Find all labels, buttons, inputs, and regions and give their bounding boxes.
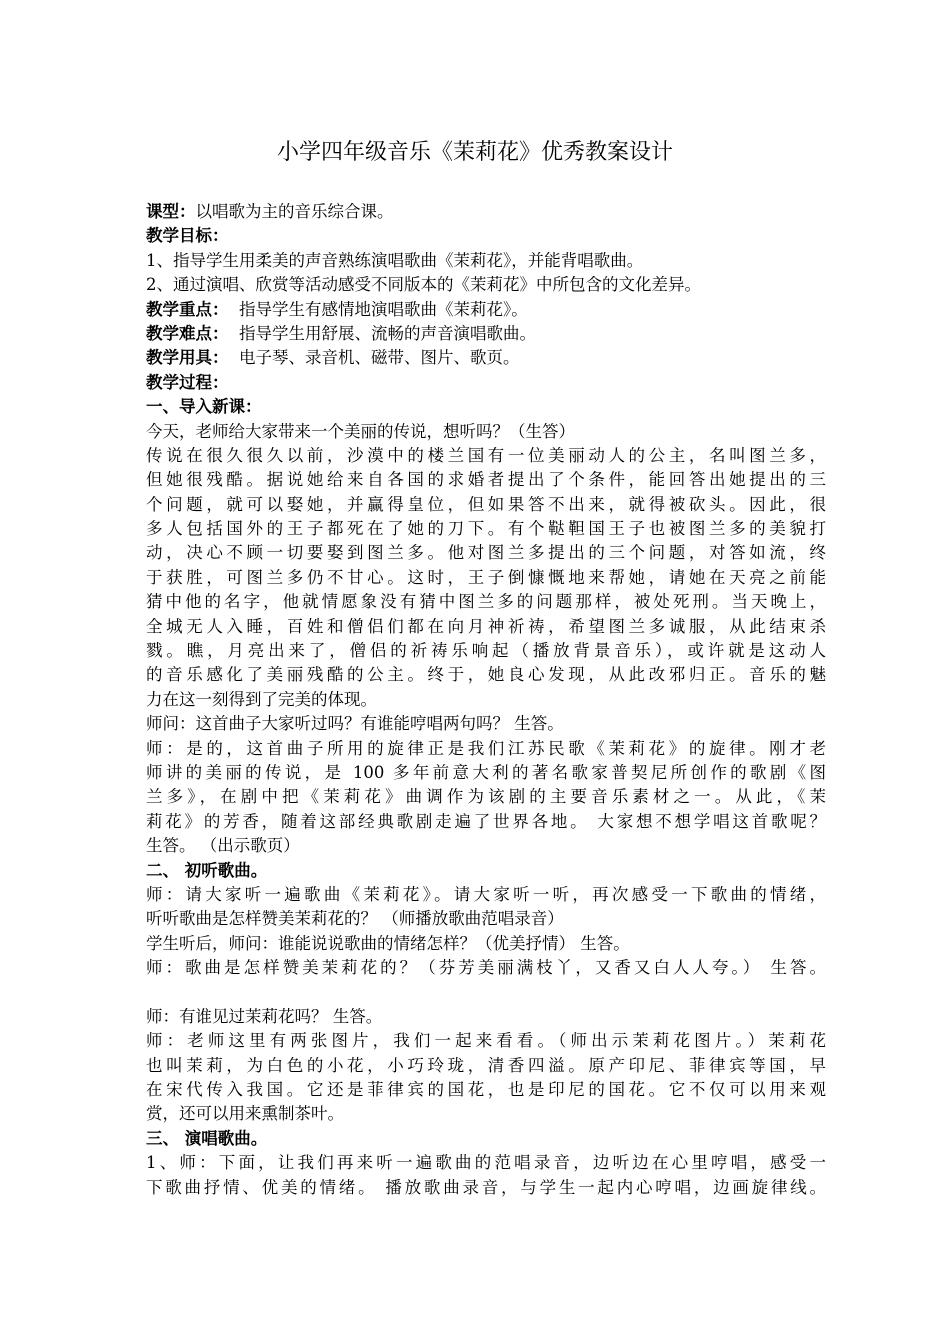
paragraph-line: 猜中他的名字，他就情愿象没有猜中图兰多的问题那样，被处死刑。当天晚上， bbox=[146, 592, 826, 612]
paragraph-line: 全城无人入睡，百姓和僧侣们都在向月神祈祷，希望图兰多诚服，从此结束杀 bbox=[146, 616, 826, 636]
paragraph-line: 戮。瞧，月亮出来了，僧侣的祈祷乐响起（播放背景音乐），或许就是这动人 bbox=[146, 641, 826, 661]
section1-body bbox=[146, 420, 826, 859]
lesson-type-label: 课型： bbox=[146, 202, 196, 221]
difficulty-label: 教学难点： bbox=[146, 323, 229, 343]
key-point-label: 教学重点： bbox=[146, 299, 229, 319]
tools-row bbox=[146, 346, 826, 370]
objective-item: 1、指导学生用柔美的声音熟练演唱歌曲《茉莉花》，并能背唱歌曲。 bbox=[146, 250, 644, 270]
key-point-text: 指导学生有感情地演唱歌曲《茉莉花》。 bbox=[239, 299, 528, 319]
paragraph-line: 多人包括国外的王子都死在了她的刀下。有个鞑靼国王子也被图兰多的美貌打 bbox=[146, 519, 826, 539]
paragraph-line: 的音乐感化了美丽残酷的公主。终于，她良心发现，从此改邪归正。音乐的魅 bbox=[146, 665, 826, 685]
paragraph-line: 师问：这首曲子大家听过吗？有谁能哼唱两句吗？ 生答。 bbox=[146, 714, 564, 734]
paragraph-line: 动，决心不顾一切要娶到图兰多。他对图兰多提出的三个问题，对答如流，终 bbox=[146, 543, 826, 563]
blank-line bbox=[146, 981, 826, 1005]
document-body bbox=[146, 200, 826, 1200]
paragraph-line: 也叫茉莉，为白色的小花，小巧玲珑，清香四溢。原产印尼、菲律宾等国，早 bbox=[146, 1055, 826, 1075]
section-heading: 一、导入新课： bbox=[146, 397, 262, 417]
paragraph-line: 学生听后，师问：谁能说说歌曲的情绪怎样？（优美抒情） 生答。 bbox=[146, 933, 630, 953]
paragraph-line: 师讲的美丽的传说，是 100 多年前意大利的著名歌家普契尼所创作的歌剧《图 bbox=[146, 762, 826, 782]
paragraph-line: 兰多》，在剧中把《茉莉花》曲调作为该剧的主要音乐素材之一。从此，《茉 bbox=[146, 787, 826, 807]
paragraph-line: 师：是的，这首曲子所用的旋律正是我们江苏民歌《茉莉花》的旋律。刚才老 bbox=[146, 738, 826, 758]
section2-body bbox=[146, 883, 826, 1127]
paragraph-line: 师：歌曲是怎样赞美茉莉花的？（芬芳美丽满枝丫，又香又白人人夸。） 生答。 bbox=[146, 958, 826, 978]
paragraph-line: 下歌曲抒情、优美的情绪。 播放歌曲录音，与学生一起内心哼唱，边画旋律线。 bbox=[146, 1177, 826, 1197]
paragraph-line: 于获胜，可图兰多仍不甘心。这时，王子倒慷慨地来帮她，请她在天亮之前能 bbox=[146, 567, 826, 587]
key-point-row bbox=[146, 298, 826, 322]
section-heading: 二、 初听歌曲。 bbox=[146, 860, 268, 880]
paragraph-line: 师：请大家听一遍歌曲《茉莉花》。请大家听一听，再次感受一下歌曲的情绪， bbox=[146, 884, 826, 904]
difficulty-row bbox=[146, 322, 826, 346]
paragraph-line: 听听歌曲是怎样赞美茉莉花的？ （师播放歌曲范唱录音） bbox=[146, 909, 564, 929]
lesson-type-text: 以唱歌为主的音乐综合课。 bbox=[195, 202, 394, 221]
tools-text: 电子琴、录音机、磁带、图片、歌页。 bbox=[239, 348, 520, 368]
process-label: 教学过程： bbox=[146, 372, 229, 392]
lesson-type-row bbox=[146, 200, 826, 224]
paragraph-line: 传说在很久很久以前，沙漠中的楼兰国有一位美丽动人的公主，名叫图兰多， bbox=[146, 445, 826, 465]
paragraph-line: 赏，还可以用来熏制茶叶。 bbox=[146, 1104, 344, 1124]
document-title: 小学四年级音乐《茉莉花》优秀教案设计 bbox=[276, 140, 673, 165]
objective-item: 2、通过演唱、欣赏等活动感受不同版本的《茉莉花》中所包含的文化差异。 bbox=[146, 275, 701, 295]
paragraph-line: 师：有谁见过茉莉花吗？ 生答。 bbox=[146, 1006, 383, 1026]
paragraph-line: 在宋代传入我国。它还是菲律宾的国花，也是印尼的国花。它不仅可以用来观 bbox=[146, 1080, 826, 1100]
paragraph-line: 但她很残酷。据说她给来自各国的求婚者提出了个条件，能回答出她提出的三 bbox=[146, 470, 826, 490]
paragraph-line: 生答。 （出示歌页） bbox=[146, 836, 300, 856]
paragraph-line: 个问题，就可以娶她，并赢得皇位，但如果答不出来，就得被砍头。因此，很 bbox=[146, 494, 826, 514]
paragraph-line: 师：老师这里有两张图片，我们一起来看看。（师出示茉莉花图片。）茉莉花 bbox=[146, 1031, 826, 1051]
paragraph-line: 力在这一刻得到了完美的体现。 bbox=[146, 689, 377, 709]
paragraph-line: 1、师：下面，让我们再来听一遍歌曲的范唱录音，边听边在心里哼唱，感受一 bbox=[146, 1153, 826, 1173]
difficulty-text: 指导学生用舒展、流畅的声音演唱歌曲。 bbox=[239, 323, 536, 343]
section-heading: 三、 演唱歌曲。 bbox=[146, 1128, 268, 1148]
tools-label: 教学用具： bbox=[146, 348, 229, 368]
objectives-label: 教学目标： bbox=[146, 226, 229, 246]
paragraph-line: 今天，老师给大家带来一个美丽的传说，想听吗？（生答） bbox=[146, 421, 575, 441]
section3-body bbox=[146, 1151, 826, 1200]
paragraph-line: 莉花》的芳香，随着这部经典歌剧走遍了世界各地。 大家想不想学唱这首歌呢？ bbox=[146, 811, 826, 831]
